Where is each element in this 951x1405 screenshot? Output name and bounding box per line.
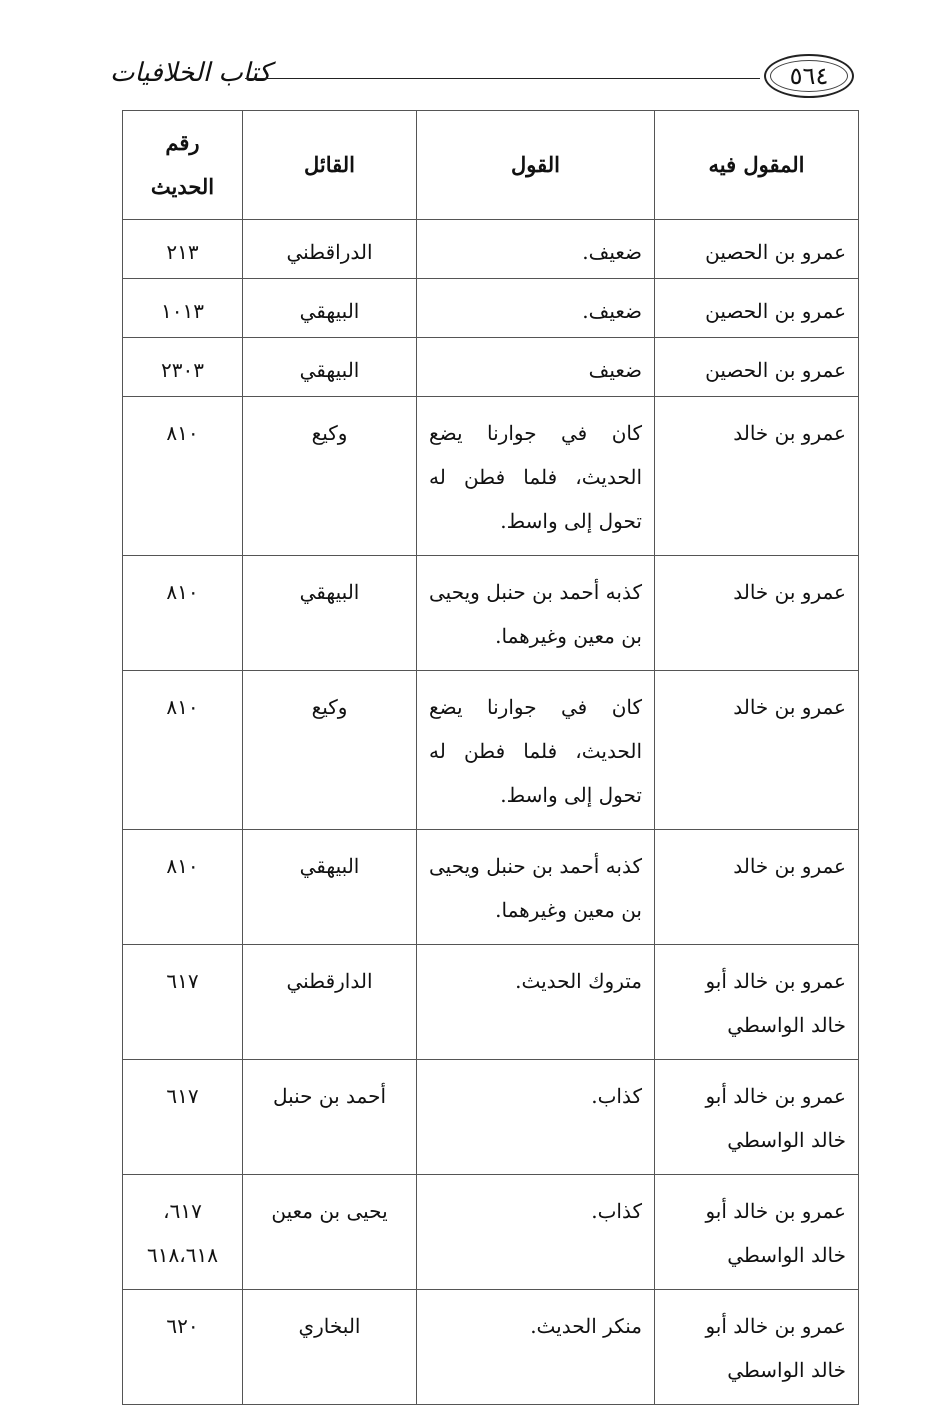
cell-critic: البيهقي	[243, 279, 417, 338]
cell-subject: عمرو بن خالد أبو خالد الواسطي	[655, 945, 859, 1060]
table-row	[123, 945, 859, 1060]
column-header-subject: المقول فيه	[655, 111, 859, 220]
cell-ref: ٨١٠	[123, 671, 243, 830]
cell-statement: ضعيف	[417, 338, 655, 397]
table-row	[123, 1175, 859, 1290]
cell-critic: يحيى بن معين	[243, 1175, 417, 1290]
cell-subject: عمرو بن خالد أبو خالد الواسطي	[655, 1290, 859, 1405]
cell-subject: عمرو بن الحصين	[655, 279, 859, 338]
cell-subject: عمرو بن الحصين	[655, 220, 859, 279]
table-row	[123, 1290, 859, 1405]
table-row	[123, 220, 859, 279]
cell-ref: ٦١٧، ٦١٨،٦١٨	[123, 1175, 243, 1290]
table-row	[123, 338, 859, 397]
column-header-critic: القائل	[243, 111, 417, 220]
table-row	[123, 279, 859, 338]
cell-statement: كذبه أحمد بن حنبل ويحيى بن معين وغيرهما.	[417, 830, 655, 945]
cell-ref: ٢١٣	[123, 220, 243, 279]
table-row	[123, 397, 859, 556]
cell-ref: ١٠١٣	[123, 279, 243, 338]
cell-ref: ٦٢٠	[123, 1290, 243, 1405]
cell-statement: منكر الحديث.	[417, 1290, 655, 1405]
cell-statement: كذاب.	[417, 1060, 655, 1175]
table-header-row	[123, 111, 859, 220]
cell-subject: عمرو بن خالد	[655, 671, 859, 830]
column-header-ref: رقم الحديث	[123, 111, 243, 220]
cell-statement: كذاب.	[417, 1175, 655, 1290]
cell-subject: عمرو بن خالد أبو خالد الواسطي	[655, 1175, 859, 1290]
cell-subject: عمرو بن خالد	[655, 830, 859, 945]
book-title: كتاب الخلافيات	[110, 58, 272, 88]
narrators-table	[122, 110, 859, 1405]
cell-critic: البيهقي	[243, 556, 417, 671]
cell-statement: كذبه أحمد بن حنبل ويحيى بن معين وغيرهما.	[417, 556, 655, 671]
cell-critic: الدارقطني	[243, 945, 417, 1060]
cell-ref: ٦١٧	[123, 1060, 243, 1175]
cell-critic: وكيع	[243, 397, 417, 556]
cell-statement: ضعيف.	[417, 220, 655, 279]
cell-critic: البيهقي	[243, 830, 417, 945]
cell-critic: وكيع	[243, 671, 417, 830]
cell-statement: كان في جوارنا يضع الحديث، فلما فطن له تحول إلى واسط.	[417, 397, 655, 556]
cell-critic: البيهقي	[243, 338, 417, 397]
cell-statement: متروك الحديث.	[417, 945, 655, 1060]
cell-critic: أحمد بن حنبل	[243, 1060, 417, 1175]
page-header	[100, 52, 860, 100]
table-row	[123, 830, 859, 945]
cell-subject: عمرو بن خالد أبو خالد الواسطي	[655, 1060, 859, 1175]
cell-ref: ٨١٠	[123, 397, 243, 556]
cell-critic: الدراقطني	[243, 220, 417, 279]
table-row	[123, 671, 859, 830]
cell-critic: البخاري	[243, 1290, 417, 1405]
cell-ref: ٦١٧	[123, 945, 243, 1060]
page-number-badge: ٥٦٤	[764, 54, 854, 98]
header-rule	[245, 78, 760, 79]
cell-ref: ٨١٠	[123, 830, 243, 945]
cell-ref: ٢٣٠٣	[123, 338, 243, 397]
cell-statement: ضعيف.	[417, 279, 655, 338]
table-row	[123, 556, 859, 671]
cell-statement: كان في جوارنا يضع الحديث، فلما فطن له تحول إلى واسط.	[417, 671, 655, 830]
cell-subject: عمرو بن خالد	[655, 556, 859, 671]
cell-ref: ٨١٠	[123, 556, 243, 671]
column-header-statement: القول	[417, 111, 655, 220]
table-row	[123, 1060, 859, 1175]
cell-subject: عمرو بن الحصين	[655, 338, 859, 397]
cell-subject: عمرو بن خالد	[655, 397, 859, 556]
